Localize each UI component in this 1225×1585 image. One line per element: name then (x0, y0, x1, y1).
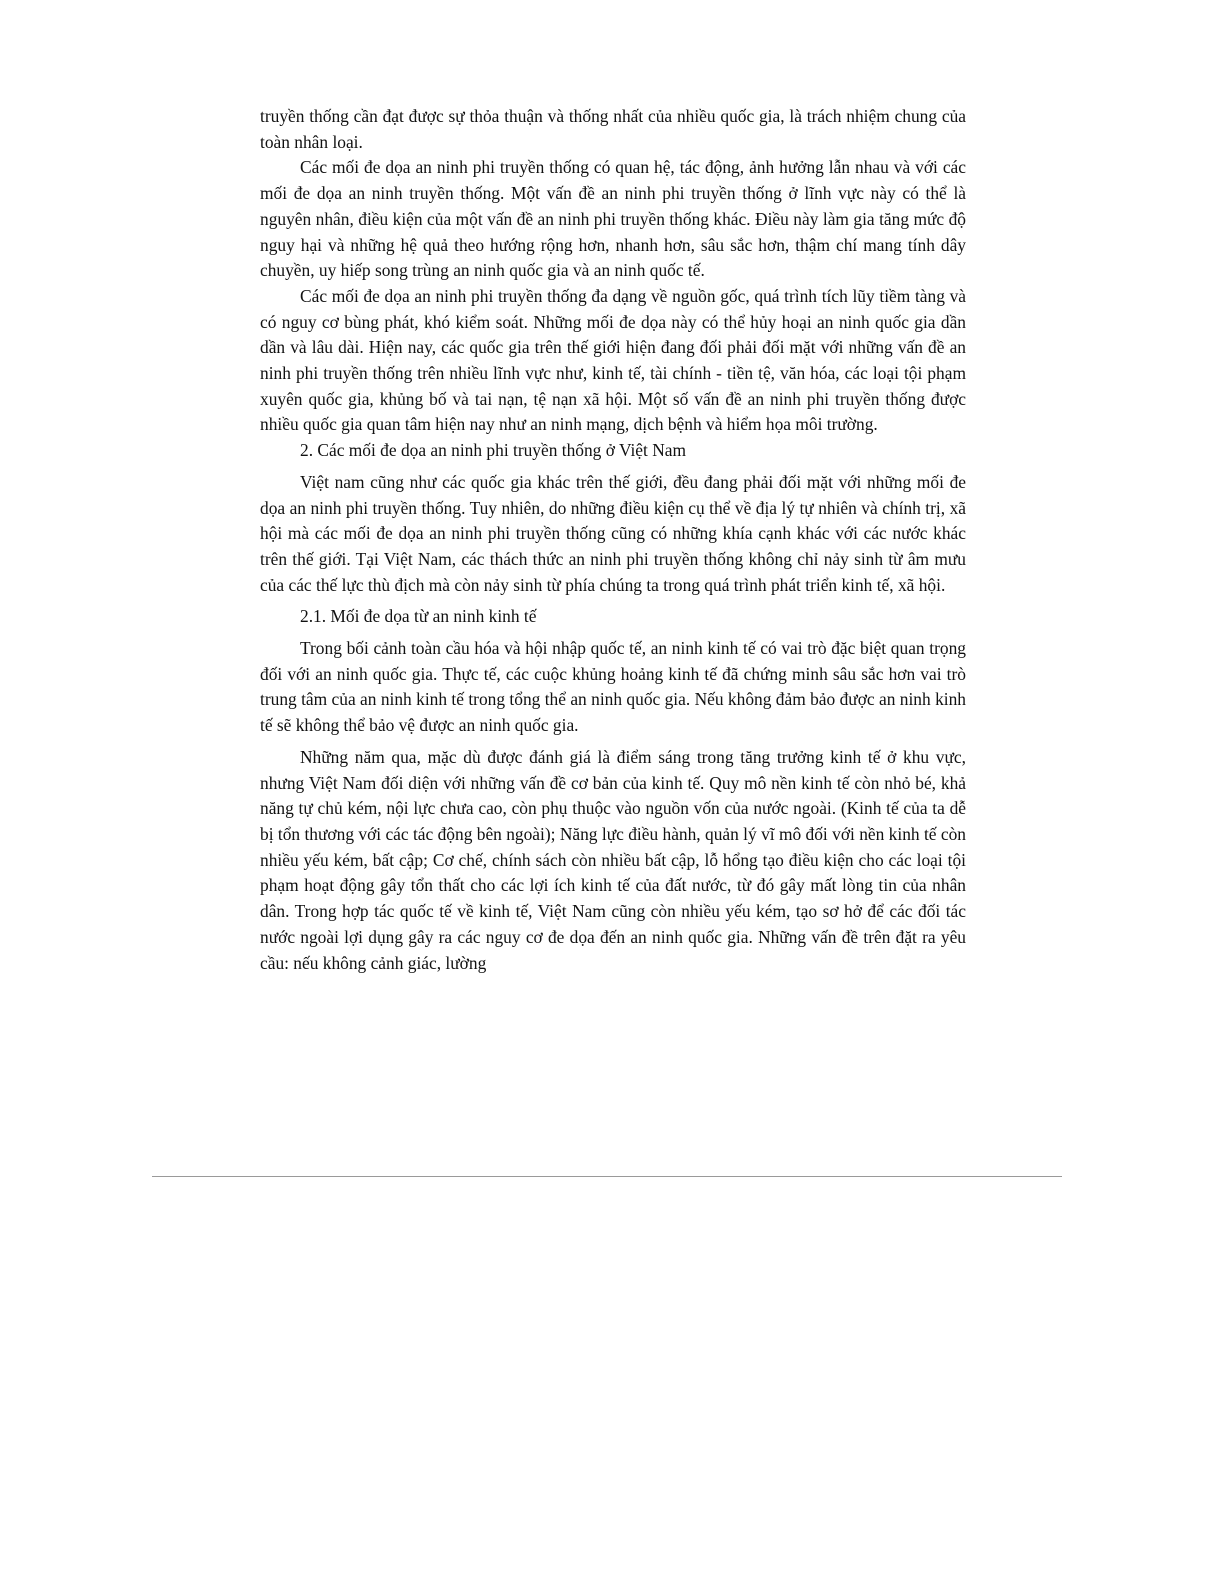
paragraph-interrelated-threats: Các mối đe dọa an ninh phi truyền thống có quan hệ, tác động, ảnh hưởng lẫn nhau và với các mối đe dọa an ninh truyền thống. Một vấn đề an ninh phi truyền thống ở lĩnh vực này có thể là nguyên nhân, điều kiện của một vấn đề an ninh phi truyền thống khác. Điều này làm gia tăng mức độ nguy hại và những hệ quả theo hướng rộng hơn, nhanh hơn, sâu sắc hơn, thậm chí mang tính dây chuyền, uy hiếp song trùng an ninh quốc gia và an ninh quốc tế. (260, 157, 966, 281)
section-heading-vietnam-threats: 2. Các mối đe dọa an ninh phi truyền thống ở Việt Nam (300, 440, 687, 461)
document-body (260, 104, 966, 976)
paragraph-economic-security-role: Trong bối cảnh toàn cầu hóa và hội nhập quốc tế, an ninh kinh tế có vai trò đặc biệt quan trọng đối với an ninh quốc gia. Thực tế, các cuộc khủng hoảng kinh tế đã chứng minh sâu sắc hơn vai trò trung tâm của an ninh kinh tế trong tổng thể an ninh quốc gia. Nếu không đảm bảo được an ninh kinh tế sẽ không thể bảo vệ được an ninh quốc gia. (260, 638, 966, 736)
paragraph-continued: truyền thống cần đạt được sự thỏa thuận và thống nhất của nhiều quốc gia, là trách nhiệm chung của toàn nhân loại. (260, 106, 966, 152)
paragraph-threat-origins: Các mối đe dọa an ninh phi truyền thống đa dạng về nguồn gốc, quá trình tích lũy tiềm tàng và có nguy cơ bùng phát, khó kiểm soát. Những mối đe dọa này có thể hủy hoại an ninh quốc gia dần dần và lâu dài. Hiện nay, các quốc gia trên thế giới hiện đang đối phải đối mặt với những vấn đề an ninh phi truyền thống trên nhiều lĩnh vực như, kinh tế, tài chính - tiền tệ, văn hóa, các loại tội phạm xuyên quốc gia, khủng bố và tai nạn, tệ nạn xã hội. Một số vấn đề an ninh phi truyền thống được nhiều quốc gia quan tâm hiện nay như an ninh mạng, dịch bệnh và hiểm họa môi trường. (260, 285, 966, 435)
subsection-heading-economic-security: 2.1. Mối đe dọa từ an ninh kinh tế (300, 606, 537, 627)
paragraph-economic-challenges: Những năm qua, mặc dù được đánh giá là điểm sáng trong tăng trưởng kinh tế ở khu vực, nhưng Việt Nam đối diện với những vấn đề cơ bản của kinh tế. Quy mô nền kinh tế còn nhỏ bé, khả năng tự chủ kém, nội lực chưa cao, còn phụ thuộc vào nguồn vốn của nước ngoài. (Kinh tế của ta dễ bị tổn thương với các tác động bên ngoài); Năng lực điều hành, quản lý vĩ mô đối với nền kinh tế còn nhiều yếu kém, bất cập; Cơ chế, chính sách còn nhiều bất cập, lỗ hổng tạo điều kiện cho các loại tội phạm hoạt động gây tổn thất cho các lợi ích kinh tế của đất nước, từ đó gây mất lòng tin của nhân dân. Trong hợp tác quốc tế về kinh tế, Việt Nam cũng còn nhiều yếu kém, tạo sơ hở để các đối tác nước ngoài lợi dụng gây ra các nguy cơ đe dọa đến an ninh quốc gia. Những vấn đề trên đặt ra yêu cầu: nếu không cảnh giác, lường (260, 746, 966, 973)
paragraph-vietnam-context: Việt nam cũng như các quốc gia khác trên thế giới, đều đang phải đối mặt với những mối đe dọa an ninh phi truyền thống. Tuy nhiên, do những điều kiện cụ thể về địa lý tự nhiên và chính trị, xã hội mà các mối đe dọa an ninh phi truyền thống cũng có những khía cạnh khác với các nước khác trên thế giới. Tại Việt Nam, các thách thức an ninh phi truyền thống không chỉ nảy sinh từ âm mưu của các thế lực thù địch mà còn nảy sinh từ phía chúng ta trong quá trình phát triển kinh tế, xã hội. (260, 471, 966, 595)
page-divider (152, 1176, 1062, 1177)
